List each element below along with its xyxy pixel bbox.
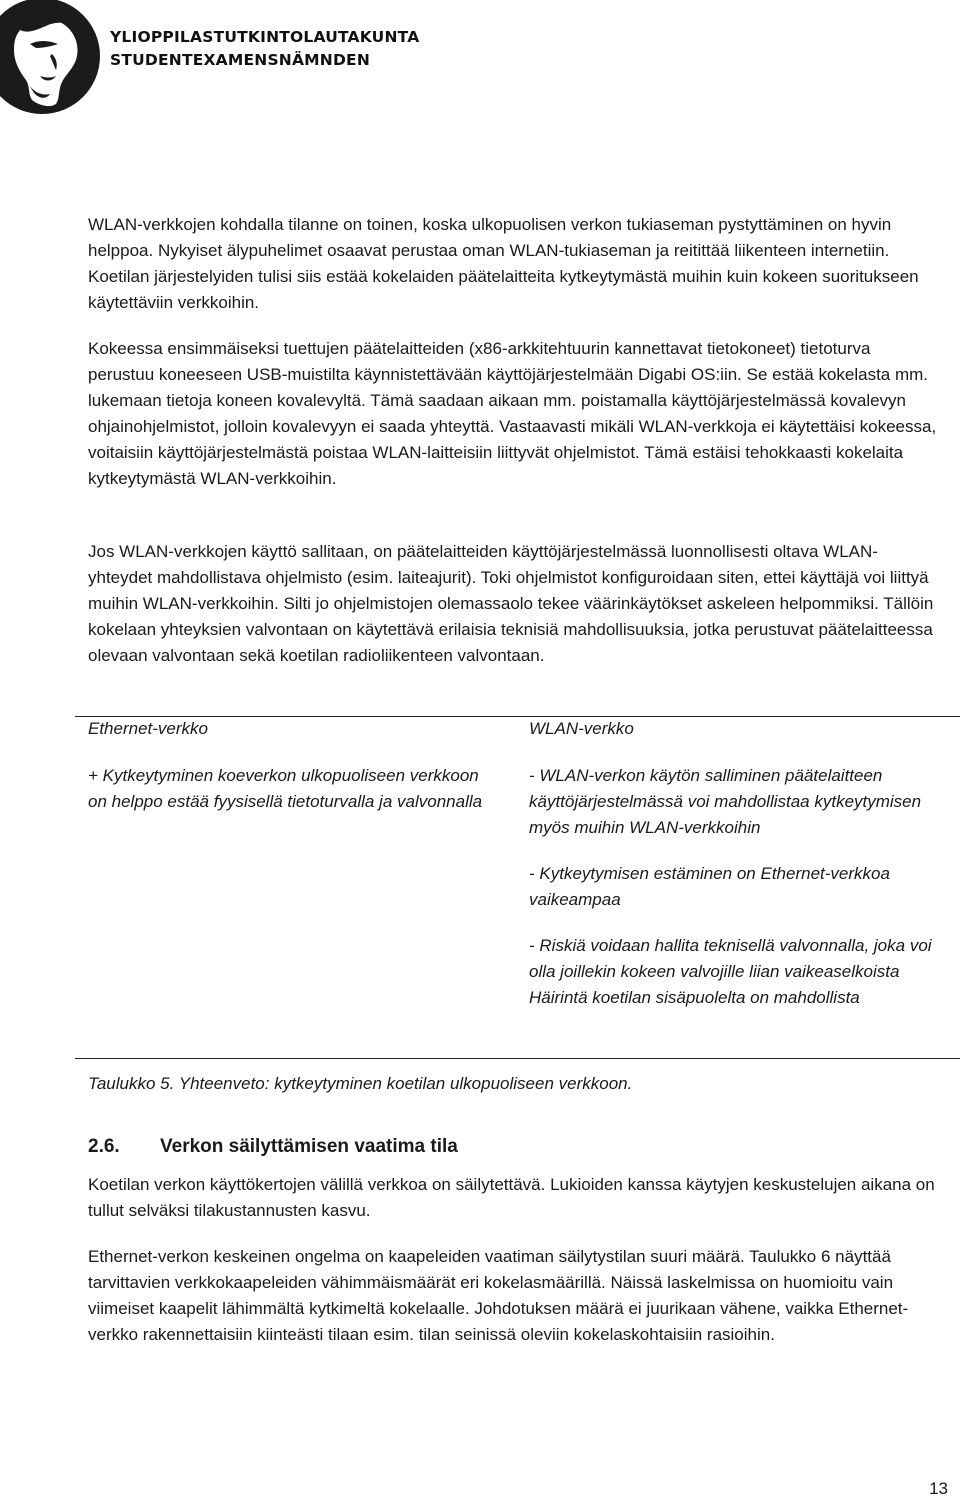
paragraph-wlan-allowed: Jos WLAN-verkkojen käyttö sallitaan, on päätelaitteiden käyttöjärjestelmässä luonnollisesti oltava WLAN-yhteydet mahdollistava ohjelmisto (esim. laiteajurit). Toki ohjelmistot konfiguroidaan siten, ettei käyttäjä voi liittyä muihin WLAN-verkkoihin. Silti jo ohjelmistojen olemassaolo tekee väärinkäytökset askeleen helpommiksi. Tällöin kokelaan yhteyksien valvontaan on käytettävä erilaisia teknisiä mahdollisuuksia, jotka perustuvat päätelaitteessa olevaan valvontaan sekä koetilan radioliikenteen valvontaan. [88, 542, 934, 665]
table-ethernet-item: + Kytkeytyminen koeverkon ulkopuoliseen verkkoon on helppo estää fyysisellä tietoturvalla ja valvonnalla [88, 766, 483, 811]
table-header-ethernet: Ethernet-verkko [88, 719, 208, 738]
paragraph-wlan-intro: WLAN-verkkojen kohdalla tilanne on toinen, koska ulkopuolisen verkon tukiaseman pystyttäminen on hyvin helppoa. Nykyiset älypuhelimet osaavat perustaa oman WLAN-tukiaseman ja reitittää liikenteen internetiin. Koetilan järjestelyiden tulisi siis estää kokelaiden päätelaitteita kytkeytymästä muihin kuin kokeen suoritukseen käytettäviin verkkoihin. [88, 215, 919, 312]
paragraph-digabi-os: Kokeessa ensimmäiseksi tuettujen päätelaitteiden (x86-arkkitehtuurin kannettavat tietokoneet) tietoturva perustuu koneeseen USB-muistilta käynnistettävään käyttöjärjestelmään Digabi OS:iin. Se estää kokelasta mm. lukemaan tietoja koneen kovalevyltä. Tämä saadaan aikaan mm. poistamalla käyttöjärjestelmässä kovalevyn ohjainohjelmistot, jolloin kovalevyyn ei saada yhteyttä. Vastaavasti mikäli WLAN-verkkoja ei käytettäisi kokeessa, voitaisiin käyttöjärjestelmästä poistaa WLAN-laitteisiin liittyvät ohjelmistot. Tämä estäisi tehokkaasti kokelaita kytkeytymästä WLAN-verkkoihin. [88, 339, 937, 488]
table-wlan-item: - Riskiä voidaan hallita teknisellä valvonnalla, joka voi olla joillekin kokeen valvojille liian vaikeaselkoista Häirintä koetilan sisäpuolelta on mahdollista [529, 936, 932, 1007]
helmeted-head-logo-icon [0, 0, 108, 122]
table-wlan-item: - WLAN-verkon käytön salliminen päätelaitteen käyttöjärjestelmässä voi mahdollistaa kytkeytymisen myös muihin WLAN-verkkoihin [529, 766, 922, 837]
table-caption: Taulukko 5. Yhteenveto: kytkeytyminen koetilan ulkopuoliseen verkkoon. [88, 1074, 633, 1093]
paragraph-cable-storage: Ethernet-verkon keskeinen ongelma on kaapeleiden vaatiman säilytystilan suuri määrä. Taulukko 6 näyttää tarvittavien verkkokaapeleiden vähimmäismäärät eri kokelasmäärillä. Näissä laskelmissa on huomioitu vain viimeiset kaapelit lähimmältä kytkimeltä kokelaalle. Johdotuksen määrä ei juurikaan vähene, vaikka Ethernet-verkko rakennettaisiin kiinteästi tilaan esim. tilan seinissä oleviin kokelaskohtaisiin rasioihin. [88, 1247, 909, 1344]
section-number: 2.6. [88, 1136, 120, 1157]
paragraph-storage-costs: Koetilan verkon käyttökertojen välillä verkkoa on säilytettävä. Lukioiden kanssa käytyjen keskustelujen aikana on tullut selväksi tilakustannusten kasvu. [88, 1175, 935, 1220]
section-heading [88, 1133, 458, 1161]
organization-name [110, 26, 419, 72]
table-header-wlan: WLAN-verkko [529, 719, 634, 738]
section-title: Verkon säilyttämisen vaatima tila [160, 1136, 458, 1157]
organization-name-finnish: YLIOPPILASTUTKINTOLAUTAKUNTA [110, 28, 420, 46]
table-bottom-rule [75, 1058, 960, 1059]
page-number: 13 [929, 1479, 948, 1498]
organization-name-swedish: STUDENTEXAMENSNÄMNDEN [110, 51, 370, 69]
table-wlan-item: - Kytkeytymisen estäminen on Ethernet-verkkoa vaikeampaa [529, 864, 890, 909]
